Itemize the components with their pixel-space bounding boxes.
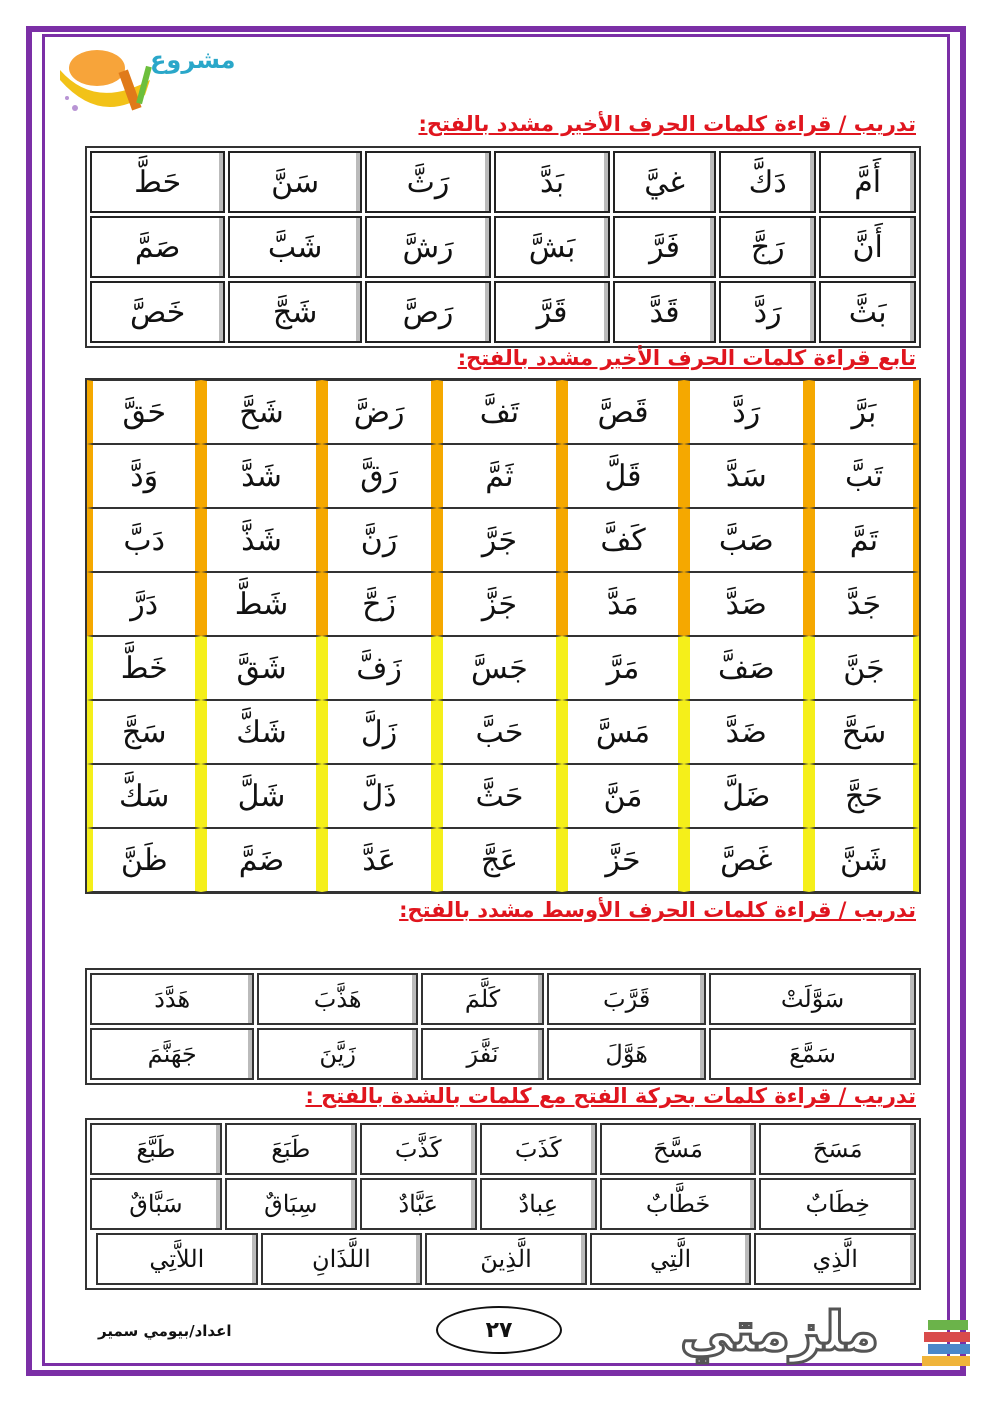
author-credit: اعداد/بيومي سمير [98,1322,232,1340]
word-cell: هَدَّدَ [90,973,254,1025]
table-row [90,151,916,213]
word-cell: قَصَّ [562,380,683,444]
word-cell: غَصَّ [684,828,809,892]
word-cell: كَذَّبَ [360,1123,477,1175]
word-cell: دَكَّ [719,151,816,213]
word-cell: خَطَّ [87,636,201,700]
word-cell: مَرَّ [562,636,683,700]
table-row [87,572,919,636]
word-cell: شَجَّ [228,281,362,343]
table-row [87,444,919,508]
word-cell: بَرَّ [809,380,919,444]
table-row [87,700,919,764]
word-cell: شَحَّ [201,380,321,444]
table-row [90,1233,916,1285]
table-row [90,973,916,1025]
word-cell: شَذَّ [201,508,321,572]
word-cell: حَبَّ [437,700,563,764]
word-cell: اللاَّتِي [96,1233,258,1285]
word-cell: ذَلَّ [322,764,437,828]
word-cell: شَطَّ [201,572,321,636]
word-cell: شَلَّ [201,764,321,828]
word-cell: تَمَّ [809,508,919,572]
word-cell: سَجَّ [87,700,201,764]
word-cell: رَجَّ [719,216,816,278]
word-cell: أَنَّ [819,216,916,278]
word-cell: دَرَّ [87,572,201,636]
word-cell: بَدَّ [494,151,610,213]
word-cell: تَفَّ [437,380,563,444]
word-cell: الَّتِي [590,1233,752,1285]
word-cell: خِطَابٌ [759,1178,916,1230]
word-cell: جَهَنَّمَ [90,1028,254,1080]
word-cell: عَبَّادٌ [360,1178,477,1230]
word-cell: خَطَّابٌ [600,1178,757,1230]
table-row [87,764,919,828]
word-cell: سَكَّ [87,764,201,828]
section-2-table [85,378,921,894]
word-cell: زَيَّنَ [257,1028,418,1080]
word-cell: جَرَّ [437,508,563,572]
word-cell: اللَّذَانِ [261,1233,423,1285]
table-row [90,281,916,343]
word-cell: سَمَّعَ [709,1028,916,1080]
word-cell: رَضَّ [322,380,437,444]
last-row-table [93,1233,919,1285]
word-cell: حَثَّ [437,764,563,828]
word-cell: حَطَّ [90,151,225,213]
section-1-table [85,146,921,348]
word-cell: بَثَّ [819,281,916,343]
section-2-heading: تابع قراءة كلمات الحرف الأخير مشدد بالفتح: [457,346,916,370]
word-cell: سَنَّ [228,151,362,213]
word-cell: زَلَّ [322,700,437,764]
word-cell: وَدَّ [87,444,201,508]
section-1-heading: تدريب / قراءة كلمات الحرف الأخير مشدد بالفتح: [418,112,916,136]
table-row [90,1123,916,1175]
word-cell: طَبَعَ [225,1123,357,1175]
word-cell: سَبَّاقٌ [90,1178,222,1230]
word-cell: سِبَاقٌ [225,1178,357,1230]
table-row [90,1178,916,1230]
word-cell: ضَدَّ [684,700,809,764]
word-cell: شَنَّ [809,828,919,892]
word-cell: صَدَّ [684,572,809,636]
word-cell: رَدَّ [684,380,809,444]
word-cell: حَجَّ [809,764,919,828]
word-cell: مَسَحَ [759,1123,916,1175]
word-cell: ثَمَّ [437,444,563,508]
table-row [87,828,919,892]
word-cell: جَدَّ [809,572,919,636]
word-cell: هَذَّبَ [257,973,418,1025]
table-row [87,508,919,572]
word-cell: بَشَّ [494,216,610,278]
section-4-table [85,1118,921,1290]
word-cell: حَقَّ [87,380,201,444]
watermark-text: ملزمتي [680,1300,880,1363]
word-cell: غيَّ [613,151,716,213]
section-3-heading: تدريب / قراءة كلمات الحرف الأوسط مشدد بالفتح: [399,898,916,922]
word-cell: كَلَّمَ [421,973,544,1025]
table-row [96,1233,916,1285]
word-cell: شَدَّ [201,444,321,508]
word-cell: قَرَّ [494,281,610,343]
word-cell: سَحَّ [809,700,919,764]
section-3-table [85,968,921,1085]
word-cell: دَبَّ [87,508,201,572]
page-number: ٢٧ [436,1306,562,1354]
word-cell: أَمَّ [819,151,916,213]
table-row [90,1028,916,1080]
word-cell: ضَلَّ [684,764,809,828]
section-4-heading: تدريب / قراءة كلمات بحركة الفتح مع كلمات بالشدة بالفتح : [305,1084,916,1108]
word-cell: فَرَّ [613,216,716,278]
word-cell: صَمَّ [90,216,225,278]
word-cell: مَنَّ [562,764,683,828]
word-cell: نَفَّرَ [421,1028,544,1080]
table-row [87,380,919,444]
word-cell: سَدَّ [684,444,809,508]
word-cell: رَنَّ [322,508,437,572]
word-cell: جَسَّ [437,636,563,700]
word-cell: صَفَّ [684,636,809,700]
word-cell: كَذَبَ [480,1123,597,1175]
word-cell: جَنَّ [809,636,919,700]
word-cell: مَدَّ [562,572,683,636]
word-cell: قَلَّ [562,444,683,508]
table-row [90,216,916,278]
word-cell: رَقَّ [322,444,437,508]
word-cell: رَدَّ [719,281,816,343]
word-cell: رَثَّ [365,151,491,213]
word-cell: الَّذِينَ [425,1233,587,1285]
word-cell: ضَمَّ [201,828,321,892]
word-cell: قَدَّ [613,281,716,343]
word-cell: عِبادٌ [480,1178,597,1230]
table-row-wrapper [90,1233,916,1285]
word-cell: شَبَّ [228,216,362,278]
word-cell: ظَنَّ [87,828,201,892]
word-cell: شَقَّ [201,636,321,700]
word-cell: تَبَّ [809,444,919,508]
word-cell: عَدَّ [322,828,437,892]
word-cell: كَفَّ [562,508,683,572]
word-cell: مَسَّحَ [600,1123,757,1175]
word-cell: عَجَّ [437,828,563,892]
word-cell: رَصَّ [365,281,491,343]
word-cell: سَوَّلَتْ [709,973,916,1025]
word-cell: قَرَّبَ [547,973,706,1025]
word-cell: طَبَّعَ [90,1123,222,1175]
word-cell: شَكَّ [201,700,321,764]
word-cell: الَّذِي [754,1233,916,1285]
word-cell: مَسَّ [562,700,683,764]
word-cell: زَفَّ [322,636,437,700]
word-cell: خَصَّ [90,281,225,343]
word-cell: حَزَّ [562,828,683,892]
word-cell: هَوَّلَ [547,1028,706,1080]
word-cell: جَزَّ [437,572,563,636]
word-cell: زَحَّ [322,572,437,636]
table-row [87,636,919,700]
word-cell: صَبَّ [684,508,809,572]
project-logo-text: مشروع [150,46,236,74]
word-cell: رَشَّ [365,216,491,278]
